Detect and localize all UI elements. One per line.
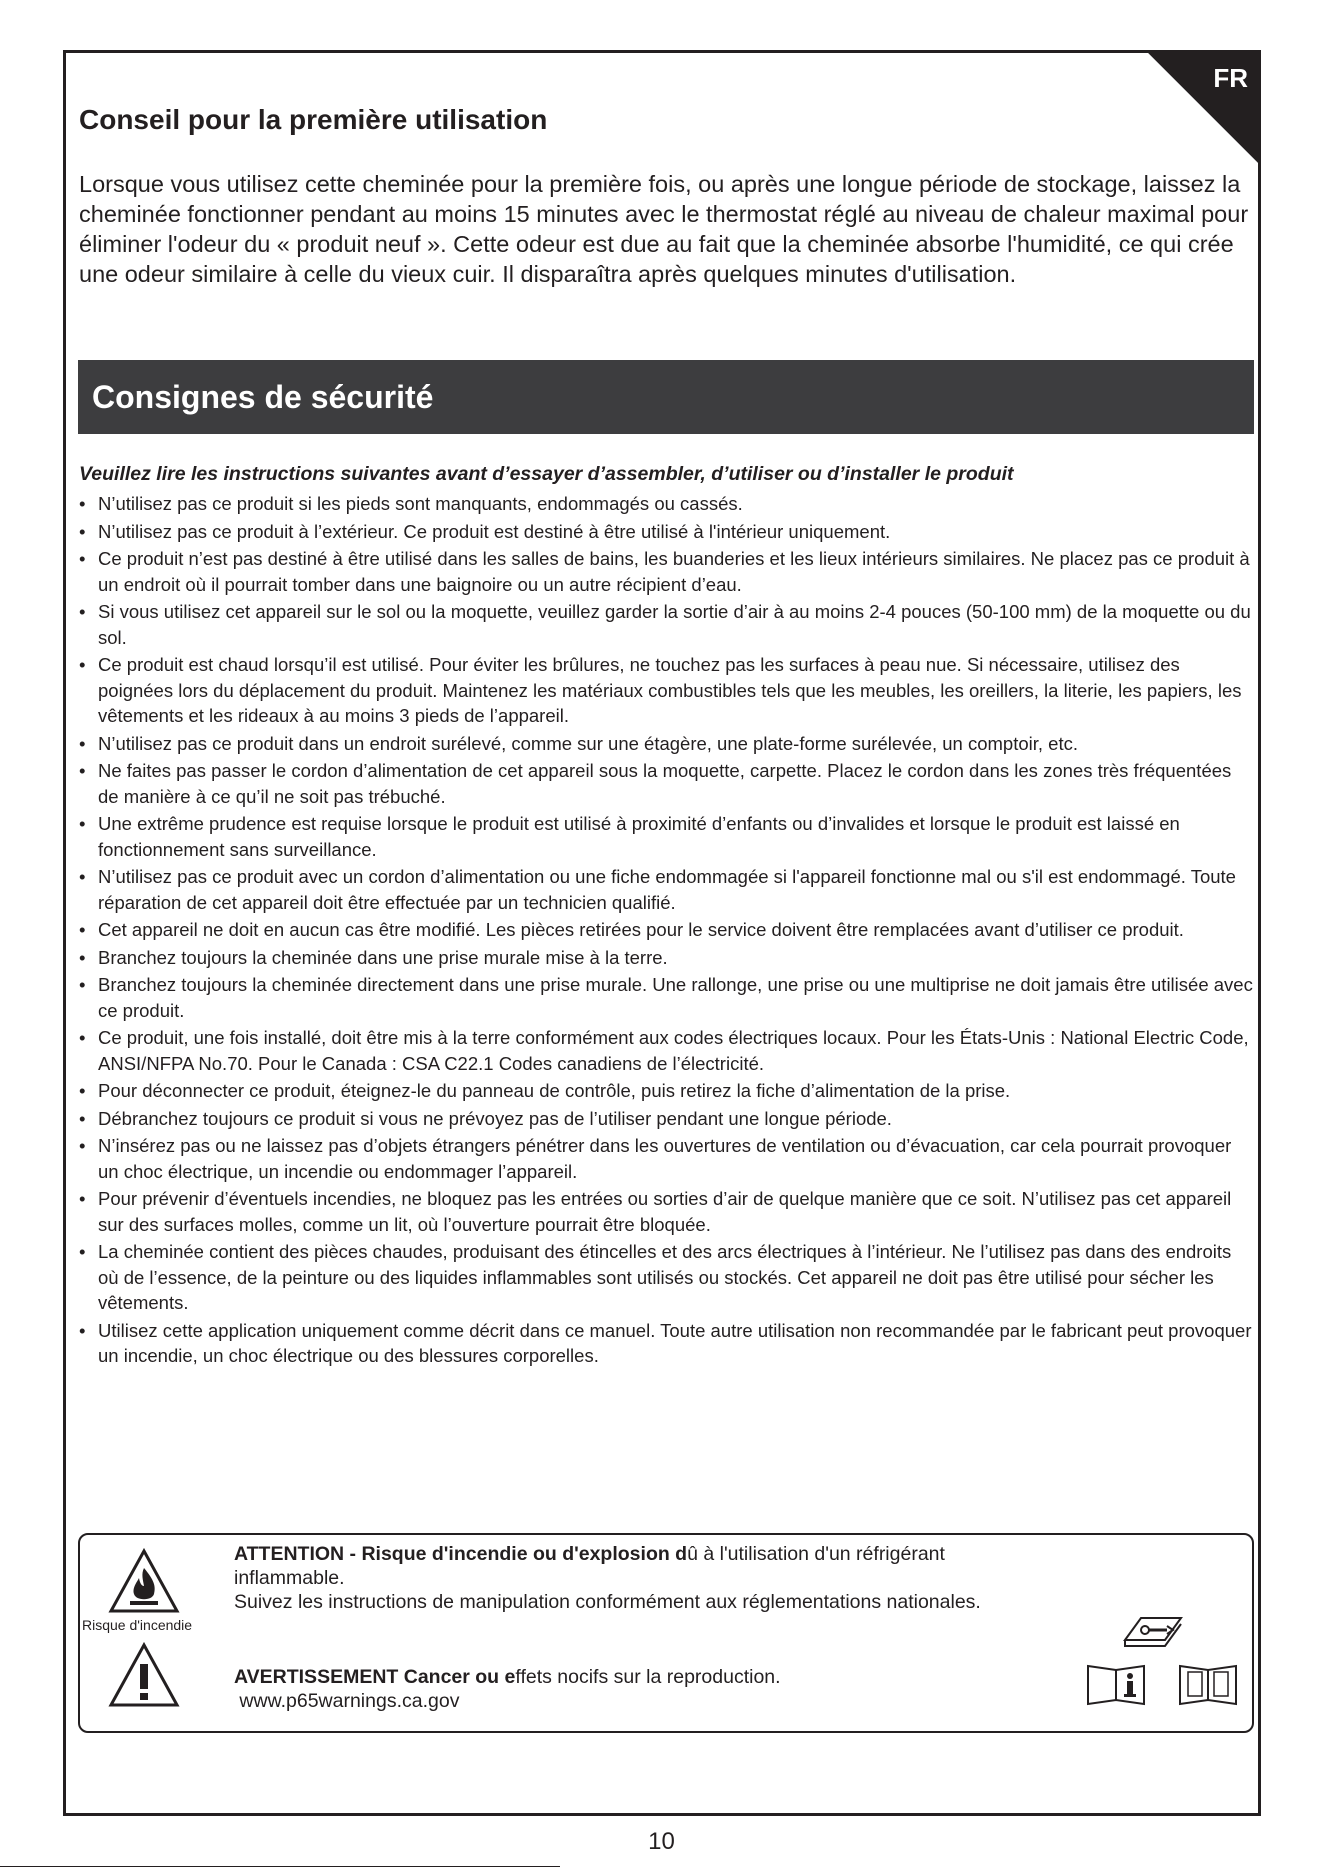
read-manual-icon <box>1176 1662 1240 1708</box>
list-item: • Pour prévenir d’éventuels incendies, ne bloquez pas les entrées ou sorties d’air de quelque manière que ce soit. N’utilisez pas cet appareil sur des surfaces molles, comme un lit, où l’ouverture pourrait être bloquée. <box>79 1188 1232 1235</box>
list-item: • N’insérez pas ou ne laissez pas d’objets étrangers pénétrer dans les ouvertures de ventilation ou d’évacuation, car cela pourrait provoquer un choc électrique, un incendie ou endommager l’appareil. <box>79 1135 1232 1182</box>
list-item: • N’utilisez pas ce produit avec un cordon d’alimentation ou une fiche endommagée si l'appareil fonctionne mal ou s'il est endommagé. Toute réparation de cet appareil doit être effectuée par un technicien qualifié. <box>79 866 1236 913</box>
list-item: • Ce produit est chaud lorsqu’il est utilisé. Pour éviter les brûlures, ne touchez pas les surfaces à peau nue. Si nécessaire, utilisez des poignées lors du déplacement du produit. Maintenez les matériaux combustibles tels que les meubles, les oreillers, la literie, les papiers, les vêtements et les rideaux à au moins 3 pieds de l’appareil. <box>79 654 1242 726</box>
list-item: • Branchez toujours la cheminée dans une prise murale mise à la terre. <box>79 946 668 968</box>
list-item: • Cet appareil ne doit en aucun cas être modifié. Les pièces retirées pour le service doivent être remplacées avant d’utiliser ce produit. <box>79 919 1184 940</box>
fire-hazard-label: Risque d'incendie <box>82 1617 193 1633</box>
safety-title: Consignes de sécurité <box>92 379 434 415</box>
list-item: • Si vous utilisez cet appareil sur le sol ou la moquette, veuillez garder la sortie d’air à au moins 2-4 pouces (50-100 mm) de la moquette ou du sol. <box>79 601 1251 648</box>
list-item: • Branchez toujours la cheminée directement dans une prise murale. Une rallonge, une prise ou une multiprise ne doit jamais être utilisée avec ce produit. <box>79 974 1253 1021</box>
information-manual-icon <box>1084 1662 1148 1708</box>
page-frame <box>63 50 1261 1816</box>
list-item: • N’utilisez pas ce produit si les pieds sont manquants, endommagés ou cassés. <box>79 493 743 514</box>
first-use-text: Lorsque vous utilisez cette cheminée pour la première fois, ou après une longue période de stockage, laissez la cheminée fonctionner pendant au moins 15 minutes avec le thermostat réglé au niveau de chaleur maximal pour éliminer l'odeur du « produit neuf ». Cette odeur est due au fait que la cheminée absorbe l'humidité, ce qui crée une odeur similaire à celle du vieux cuir. Il disparaîtra après quelques minutes d'utilisation. <box>79 171 1249 287</box>
list-item: • Pour déconnecter ce produit, éteignez-le du panneau de contrôle, puis retirez la fiche d’alimentation de la prise. <box>79 1080 1011 1101</box>
service-manual-icon <box>1121 1610 1185 1654</box>
list-item: • Ce produit, une fois installé, doit être mis à la terre conformément aux codes électriques locaux. Pour les États-Unis : National Electric Code, ANSI/NFPA No.70. Pour le Canada : CSA C22.1 Codes canadiens de l’électricité. <box>79 1027 1249 1074</box>
first-use-title: Conseil pour la première utilisation <box>79 104 548 135</box>
safety-lead: Veuillez lire les instructions suivantes avant d’essayer d’assembler, d’utiliser ou d’installer le produit <box>79 463 1014 485</box>
list-item: • Utilisez cette application uniquement comme décrit dans ce manuel. Toute autre utilisation non recommandée par le fabricant peut provoquer un incendie, un choc électrique ou des blessures corporelles. <box>79 1319 1252 1366</box>
list-item: • Ne faites pas passer le cordon d’alimentation de cet appareil sous la moquette, carpette. Placez le cordon dans les zones très fréquentées de manière à ce qu’il ne soit pas trébuché. <box>79 760 1232 807</box>
list-item: • La cheminée contient des pièces chaudes, produisant des étincelles et des arcs électriques à l’intérieur. Ne l’utilisez pas dans des endroits où de l’essence, de la peinture ou des liquides inflammables sont utilisés ou stockés. Cet appareil ne doit pas être utilisé pour sécher les vêtements. <box>79 1241 1232 1313</box>
fire-hazard-icon <box>108 1548 180 1614</box>
list-item: • Débranchez toujours ce produit si vous ne prévoyez pas de l’utiliser pendant une longue période. <box>79 1107 892 1129</box>
warning-box <box>78 1533 1254 1733</box>
avertissement-text: AVERTISSEMENT Cancer ou effets nocifs sur la reproduction. www.p65warnings.ca.gov <box>234 1666 781 1712</box>
language-badge: FR <box>1213 63 1248 93</box>
list-item: • Ce produit n’est pas destiné à être utilisé dans les salles de bains, les buanderies et les lieux intérieurs similaires. Ne placez pas ce produit à un endroit où il pourrait tomber dans une baignoire ou un autre récipient d’eau. <box>79 548 1250 595</box>
safety-banner <box>78 360 1254 434</box>
p65-url: www.p65warnings.ca.gov <box>239 1690 460 1712</box>
list-item: • N’utilisez pas ce produit dans un endroit surélevé, comme sur une étagère, une plate-forme surélevée, un comptoir, etc. <box>79 732 1078 754</box>
safety-list <box>79 491 1254 1371</box>
exclamation-warning-icon <box>108 1642 180 1708</box>
list-item: • N’utilisez pas ce produit à l’extérieur. Ce produit est destiné à être utilisé à l'intérieur uniquement. <box>79 520 891 542</box>
footer-rule <box>0 1866 560 1867</box>
page-number: 10 <box>648 1828 675 1855</box>
attention-text: ATTENTION - Risque d'incendie ou d'explosion dû à l'utilisation d'un réfrigérant inflammable. Suivez les instructions de manipulation conformément aux réglementations nationales. <box>234 1543 981 1613</box>
list-item: • Une extrême prudence est requise lorsque le produit est utilisé à proximité d’enfants ou d’invalides et lorsque le produit est laissé en fonctionnement sans surveillance. <box>79 813 1180 860</box>
